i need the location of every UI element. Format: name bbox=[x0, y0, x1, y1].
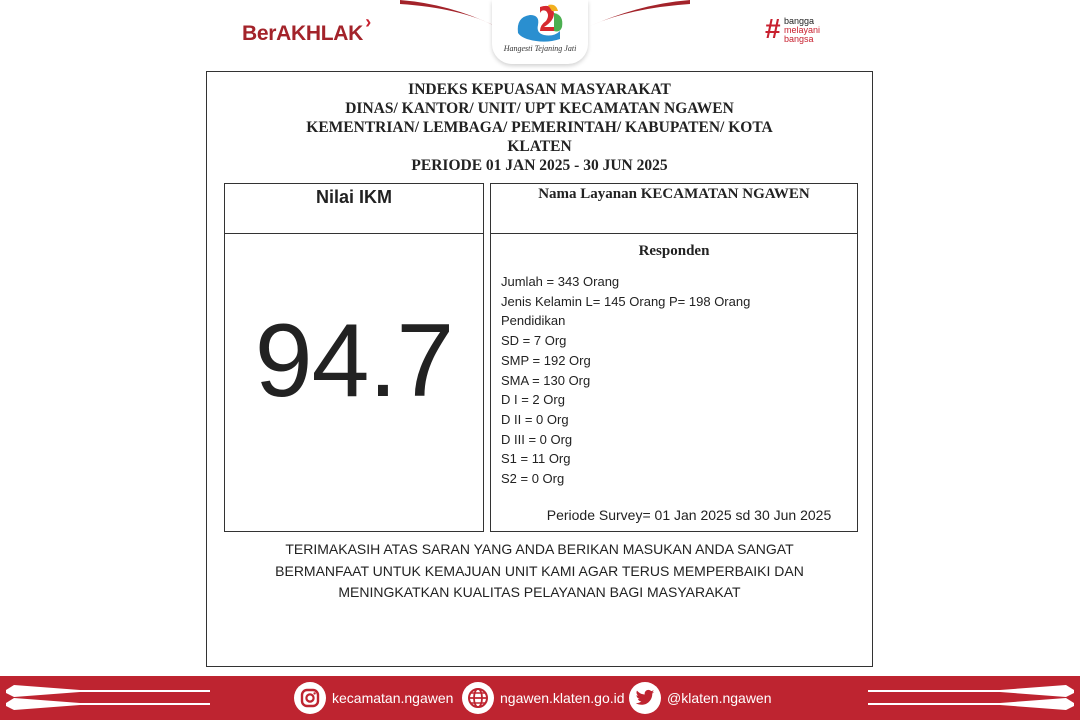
ikm-card bbox=[206, 71, 873, 667]
survey-period: Periode Survey= 01 Jan 2025 sd 30 Jun 2025 bbox=[546, 507, 832, 523]
instagram-handle: kecamatan.ngawen bbox=[332, 690, 454, 706]
hashtag-icon: # bbox=[765, 13, 781, 44]
ikm-label-box bbox=[224, 183, 484, 234]
education-item: SD = 7 Org bbox=[501, 333, 567, 349]
title-period-line: PERIODE 01 JAN 2025 - 30 JUN 2025 bbox=[411, 157, 668, 174]
respondents-box bbox=[490, 233, 858, 532]
twitter-handle: @klaten.ngawen bbox=[667, 690, 772, 706]
respondent-gender: Jenis Kelamin L= 145 Orang P= 198 Orang bbox=[501, 293, 751, 309]
instagram-link[interactable] bbox=[294, 681, 453, 715]
ikm-value-box bbox=[224, 233, 484, 532]
education-item: S1 = 11 Org bbox=[501, 451, 571, 467]
footer-bar bbox=[0, 676, 1080, 720]
title-line: INDEKS KEPUASAN MASYARAKAT bbox=[408, 81, 671, 98]
twitter-link[interactable] bbox=[629, 681, 772, 715]
ikm-score: 94.7 bbox=[254, 303, 454, 419]
service-name-box bbox=[490, 183, 858, 234]
document-title bbox=[207, 80, 872, 175]
website-link[interactable] bbox=[462, 681, 625, 715]
anniversary-emblem-icon bbox=[514, 3, 566, 43]
footer-decoration-right bbox=[868, 676, 1080, 720]
logo-word-bangsa: bangsa bbox=[784, 34, 814, 44]
ikm-label: Nilai IKM bbox=[315, 187, 392, 207]
title-line: DINAS/ KANTOR/ UNIT/ UPT KECAMATAN NGAWEN bbox=[345, 100, 734, 117]
education-item: S2 = 0 Org bbox=[501, 471, 565, 487]
logo-word-bangga: bangga bbox=[784, 16, 815, 26]
service-name: Nama Layanan KECAMATAN NGAWEN bbox=[538, 186, 810, 202]
globe-icon bbox=[462, 682, 494, 714]
respondent-total: Jumlah = 343 Orang bbox=[501, 274, 620, 289]
education-item: SMA = 130 Org bbox=[501, 372, 591, 388]
anniversary-logo-caption: Hangesti Tejaning Jati bbox=[503, 44, 577, 53]
berakhlak-logo-text: BerAKHLAK bbox=[242, 22, 363, 45]
education-item: SMP = 192 Org bbox=[501, 352, 591, 368]
twitter-icon bbox=[629, 682, 661, 714]
berakhlak-logo bbox=[242, 12, 371, 46]
thanks-line: MENINGKATKAN KUALITAS PELAYANAN BAGI MASYARAKAT bbox=[338, 584, 741, 600]
instagram-icon bbox=[294, 682, 326, 714]
respondents-list bbox=[501, 272, 750, 489]
footer-decoration-left bbox=[0, 676, 210, 720]
chevron-icon: › bbox=[365, 12, 371, 32]
thank-you-message bbox=[207, 539, 872, 604]
website-url: ngawen.klaten.go.id bbox=[500, 690, 625, 706]
logo-word-melayani: melayani bbox=[784, 25, 821, 35]
title-line: KLATEN bbox=[507, 138, 572, 155]
education-heading: Pendidikan bbox=[501, 313, 566, 329]
education-item: D I = 2 Org bbox=[501, 392, 565, 408]
title-line: KEMENTRIAN/ LEMBAGA/ PEMERINTAH/ KABUPATEN/ KOTA bbox=[306, 119, 773, 136]
header bbox=[0, 0, 1080, 68]
education-item: D III = 0 Org bbox=[501, 431, 573, 447]
thanks-line: TERIMAKASIH ATAS SARAN YANG ANDA BERIKAN MASUKAN ANDA SANGAT bbox=[285, 541, 794, 557]
anniversary-logo bbox=[492, 0, 588, 64]
education-item: D II = 0 Org bbox=[501, 411, 569, 427]
thanks-line: BERMANFAAT UNTUK KEMAJUAN UNIT KAMI AGAR TERUS MEMPERBAIKI DAN bbox=[275, 562, 804, 579]
respondents-title: Responden bbox=[638, 243, 710, 259]
